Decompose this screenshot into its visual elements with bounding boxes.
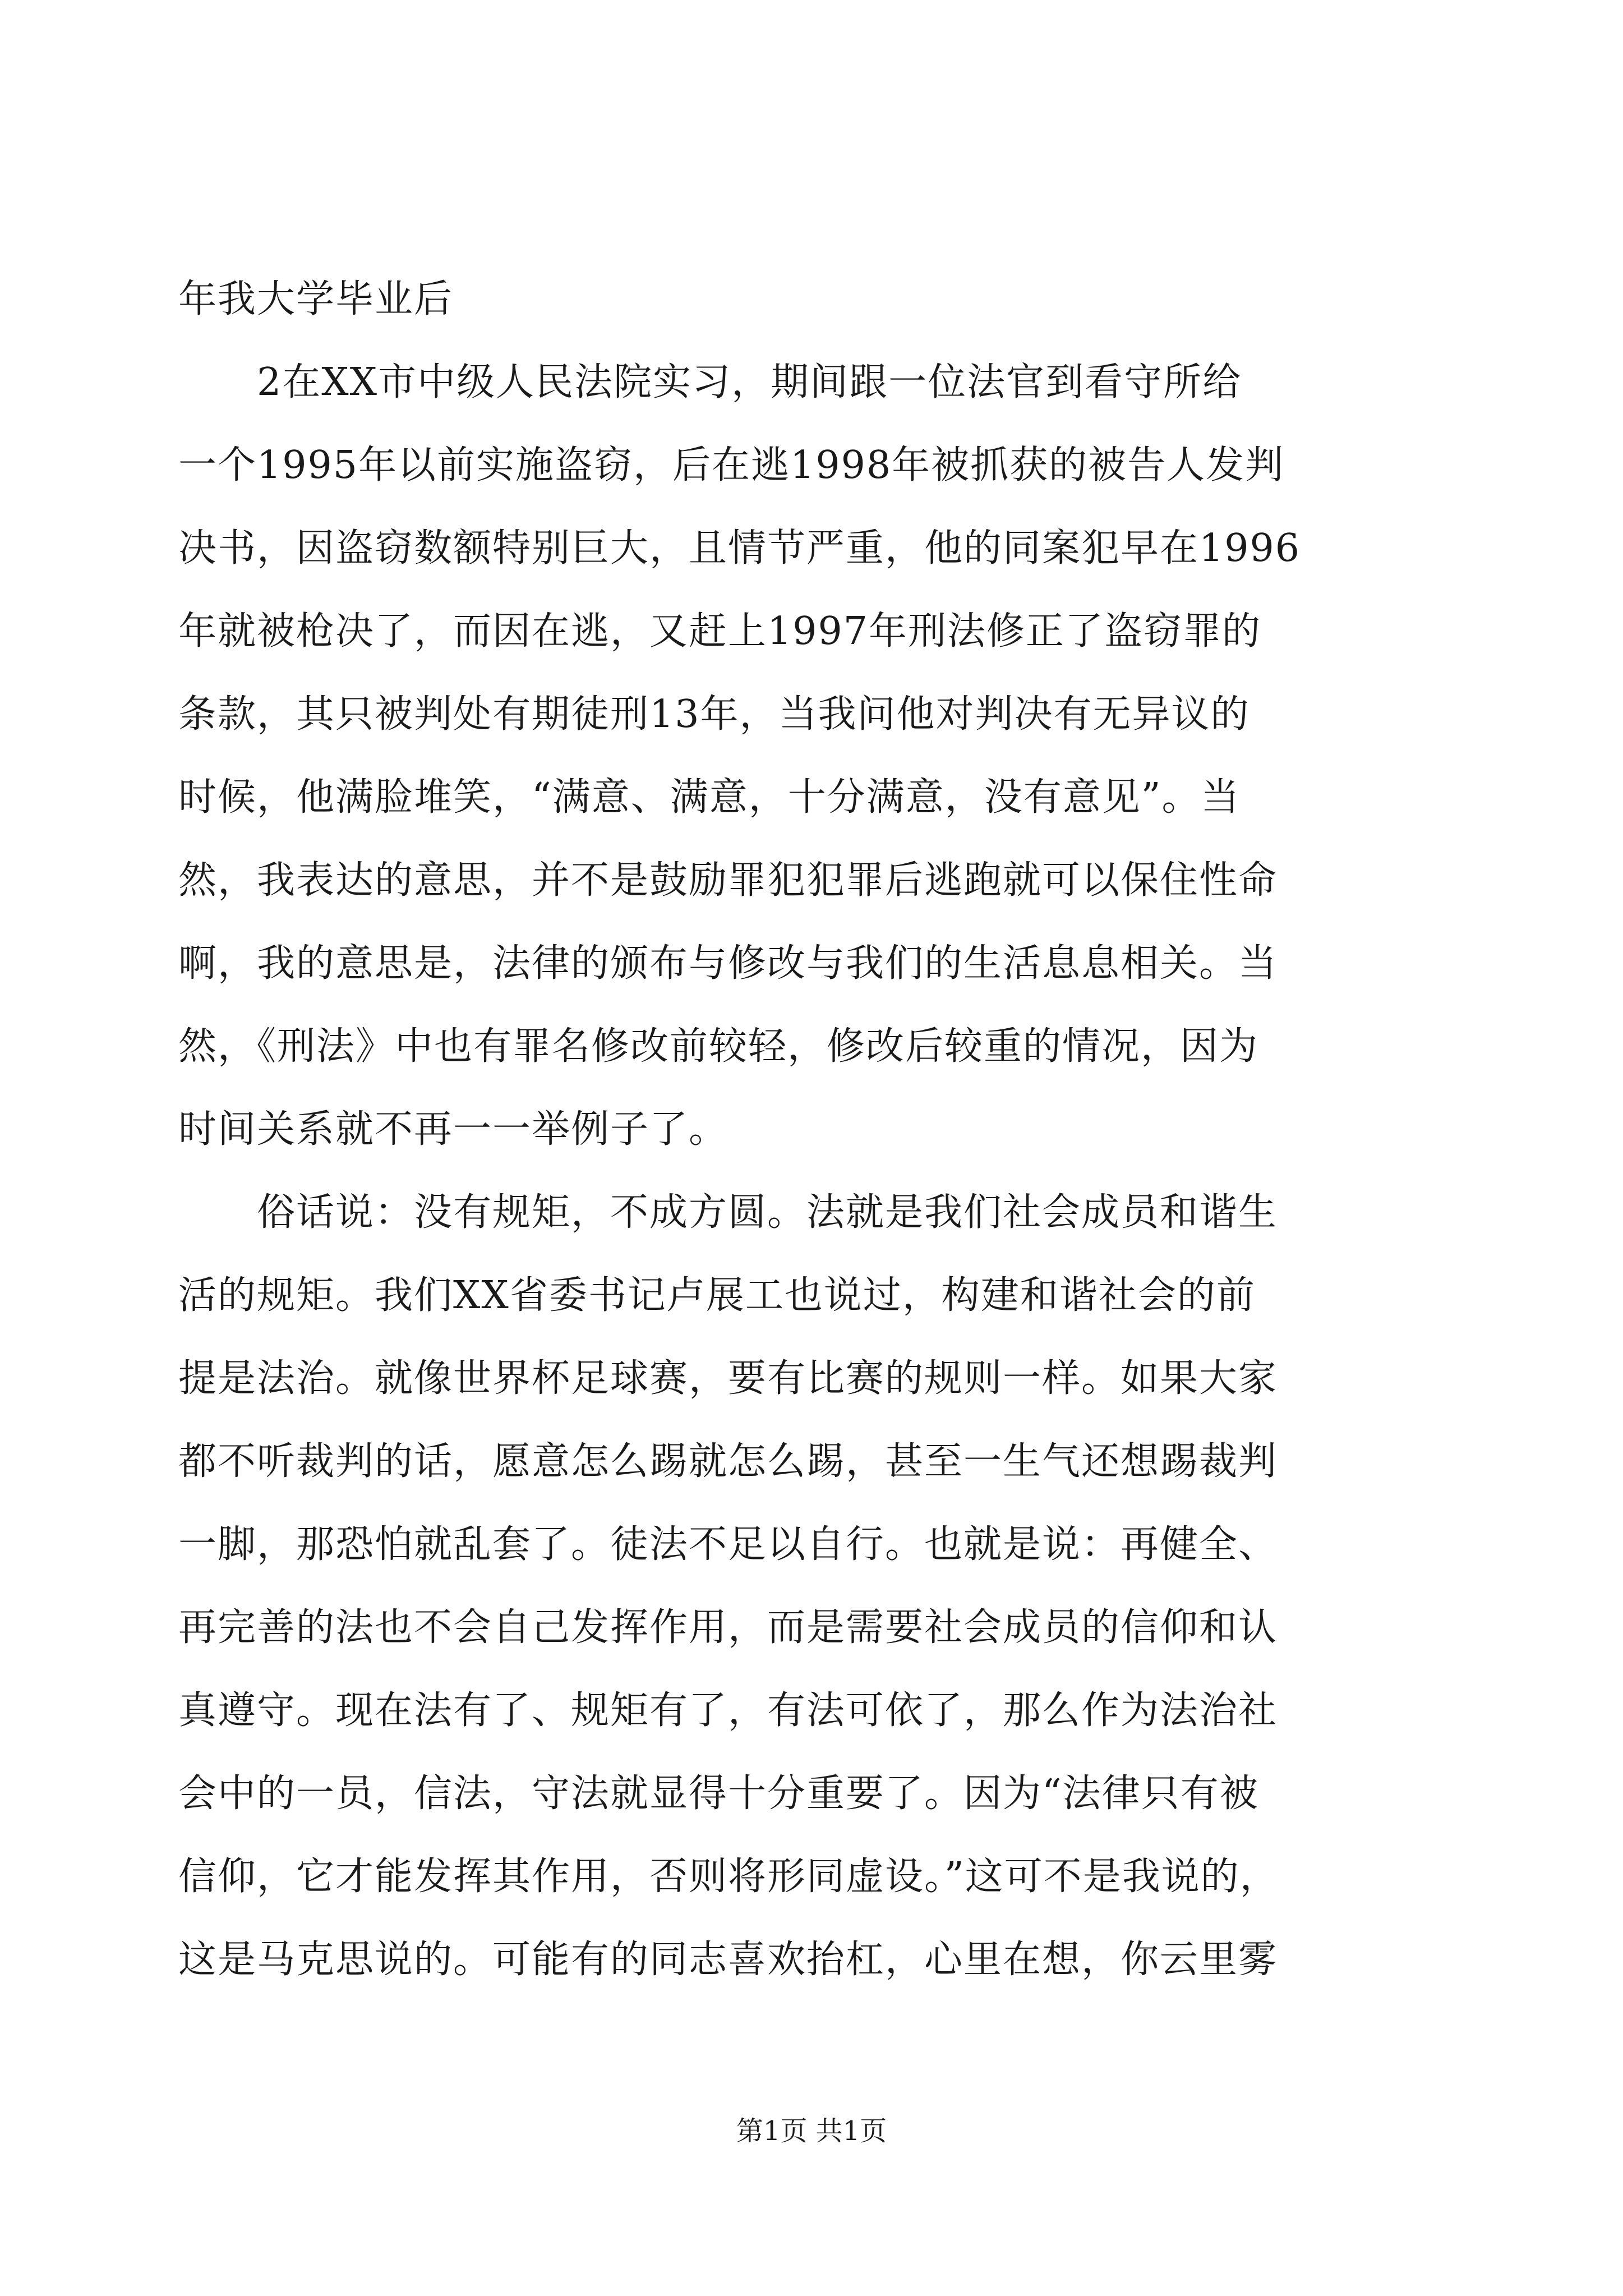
text-line: 一个1995年以前实施盗窃，后在逃1998年被抓获的被告人发判 [178,443,1285,487]
document-body [178,258,1447,2001]
text-line: 会中的一员，信法，守法就显得十分重要了。因为“法律只有被 [178,1772,1259,1816]
text-line: 然，《刑法》中也有罪名修改前较轻，修改后较重的情况，因为 [178,1024,1259,1069]
text-line: 信仰，它才能发挥其作用，否则将形同虚设。”这可不是我说的， [178,1855,1279,1899]
text-line: 提是法治。就像世界杯足球赛，要有比赛的规则一样。如果大家 [178,1356,1278,1401]
text-line: 条款，其只被判处有期徒刑13年，当我问他对判决有无异议的 [178,692,1250,737]
text-line: 再完善的法也不会自己发挥作用，而是需要社会成员的信仰和认 [178,1605,1278,1650]
text-line: 年就被枪决了，而因在逃，又赶上1997年刑法修正了盗窃罪的 [178,609,1262,654]
text-line: 时间关系就不再一一举例子了。 [178,1107,728,1152]
text-line: 时候，他满脸堆笑，“满意、满意，十分满意，没有意见”。当 [178,775,1241,820]
page-footer [0,2109,1623,2148]
text-line: 俗话说：没有规矩，不成方圆。法就是我们社会成员和谐生 [178,1190,1278,1235]
text-line: 这是马克思说的。可能有的同志喜欢抬杠，心里在想，你云里雾 [178,1938,1278,1982]
text-line: 活的规矩。我们XX省委书记卢展工也说过，构建和谐社会的前 [178,1273,1256,1318]
text-line: 2在XX市中级人民法院实习，期间跟一位法官到看守所给 [178,360,1242,404]
text-line: 年我大学毕业后 [178,277,454,321]
text-line: 啊，我的意思是，法律的颁布与修改与我们的生活息息相关。当 [178,941,1278,986]
text-line: 决书，因盗窃数额特别巨大，且情节严重，他的同案犯早在1996 [178,526,1301,570]
text-line: 都不听裁判的话，愿意怎么踢就怎么踢，甚至一生气还想踢裁判 [178,1439,1278,1484]
page-number-label: 第1页 共1页 [736,2115,887,2147]
text-line: 然，我表达的意思，并不是鼓励罪犯犯罪后逃跑就可以保住性命 [178,858,1278,903]
text-line: 真遵守。现在法有了、规矩有了，有法可依了，那么作为法治社 [178,1688,1278,1733]
text-line: 一脚，那恐怕就乱套了。徒法不足以自行。也就是说：再健全、 [178,1522,1278,1567]
